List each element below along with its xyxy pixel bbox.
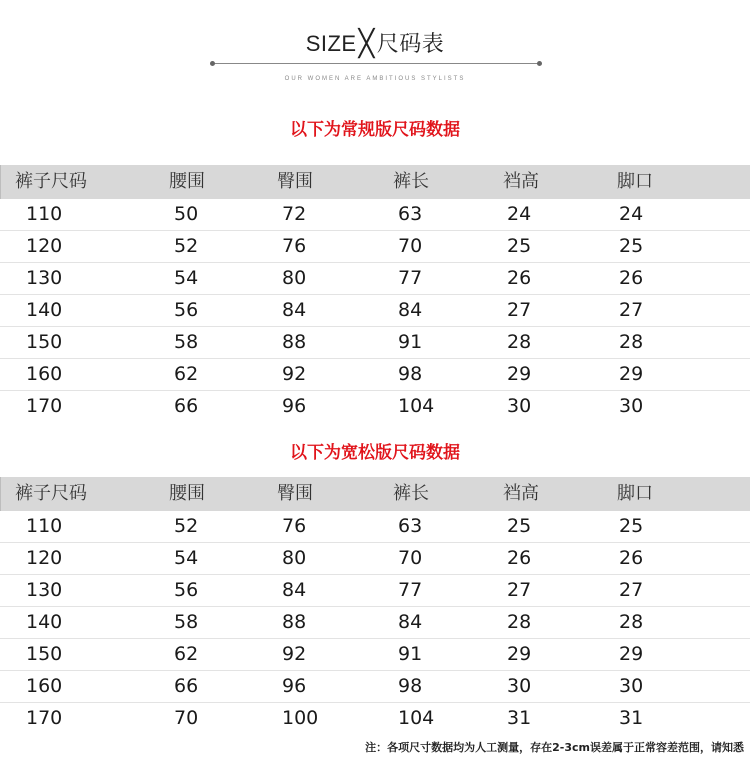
table-cell: 80 (282, 267, 307, 289)
table-cell: 26 (619, 547, 644, 569)
table-cell: 29 (507, 643, 532, 665)
table-row (0, 607, 750, 639)
table-cell: 27 (507, 579, 532, 601)
table-cell: 84 (398, 611, 423, 633)
table-cell: 84 (282, 299, 307, 321)
table-row (0, 575, 750, 607)
table-cell: 58 (174, 331, 199, 353)
table-cell: 58 (174, 611, 199, 633)
table-cell: 25 (507, 515, 532, 537)
table-row (0, 511, 750, 543)
header-cell-length: 裤长 (393, 171, 429, 192)
table-row (0, 671, 750, 703)
table-row (0, 639, 750, 671)
table-header (0, 165, 750, 199)
table-cell: 70 (398, 235, 423, 257)
table-cell: 98 (398, 363, 423, 385)
table-cell: 104 (398, 395, 435, 417)
table-cell: 91 (398, 643, 423, 665)
table-row (0, 543, 750, 575)
table-header (0, 477, 750, 511)
header-cell-length: 裤长 (393, 483, 429, 504)
table-cell: 52 (174, 235, 199, 257)
table-row (0, 327, 750, 359)
table-cell: 26 (507, 547, 532, 569)
table-cell: 76 (282, 515, 307, 537)
table-cell: 62 (174, 363, 199, 385)
table-cell: 130 (26, 579, 63, 601)
table-cell: 77 (398, 267, 423, 289)
table-cell: 66 (174, 675, 199, 697)
table-cell: 76 (282, 235, 307, 257)
table-cell: 140 (26, 611, 63, 633)
table-cell: 84 (282, 579, 307, 601)
table-cell: 27 (619, 299, 644, 321)
table-cell: 28 (619, 611, 644, 633)
header-cell-size: 裤子尺码 (15, 171, 87, 192)
header-cell-hip: 臀围 (277, 171, 313, 192)
regular-heading: 以下为常规版尺码数据 (290, 120, 460, 140)
table-cell: 104 (398, 707, 435, 729)
table-cell: 72 (282, 203, 307, 225)
table-cell: 30 (619, 395, 644, 417)
table-cell: 29 (507, 363, 532, 385)
loose-heading: 以下为宽松版尺码数据 (290, 443, 460, 463)
table-cell: 91 (398, 331, 423, 353)
table-cell: 54 (174, 547, 199, 569)
table-cell: 29 (619, 643, 644, 665)
table-row (0, 263, 750, 295)
table-cell: 110 (26, 515, 63, 537)
table-cell: 120 (26, 235, 63, 257)
table-cell: 170 (26, 395, 63, 417)
table-cell: 25 (619, 235, 644, 257)
table-cell: 30 (619, 675, 644, 697)
table-cell: 29 (619, 363, 644, 385)
table-cell: 88 (282, 611, 307, 633)
table-row (0, 295, 750, 327)
table-cell: 77 (398, 579, 423, 601)
table-cell: 24 (507, 203, 532, 225)
table-body (0, 199, 750, 422)
title-latin: SIZE (305, 31, 357, 56)
table-cell: 26 (619, 267, 644, 289)
header-cell-rise: 裆高 (503, 483, 539, 504)
table-row (0, 391, 750, 422)
title-chinese: 尺码表 (376, 32, 445, 57)
table-cell: 28 (619, 331, 644, 353)
table-cell: 28 (507, 611, 532, 633)
table-cell: 63 (398, 515, 423, 537)
table-cell: 140 (26, 299, 63, 321)
table-cell: 120 (26, 547, 63, 569)
table-cell: 70 (398, 547, 423, 569)
table-cell: 160 (26, 363, 63, 385)
table-cell: 62 (174, 643, 199, 665)
header-cell-hem: 脚口 (617, 483, 653, 504)
table-cell: 92 (282, 363, 307, 385)
table-body (0, 511, 750, 734)
table-cell: 28 (507, 331, 532, 353)
loose-size-table (0, 477, 750, 734)
table-cell: 100 (282, 707, 319, 729)
table-cell: 96 (282, 675, 307, 697)
table-cell: 27 (619, 579, 644, 601)
table-row (0, 231, 750, 263)
table-cell: 150 (26, 643, 63, 665)
table-cell: 88 (282, 331, 307, 353)
header-cell-size: 裤子尺码 (15, 483, 87, 504)
table-row (0, 703, 750, 734)
header-cell-waist: 腰围 (169, 483, 205, 504)
table-cell: 80 (282, 547, 307, 569)
table-row (0, 359, 750, 391)
table-cell: 24 (619, 203, 644, 225)
table-cell: 160 (26, 675, 63, 697)
table-cell: 70 (174, 707, 199, 729)
table-row (0, 199, 750, 231)
table-cell: 27 (507, 299, 532, 321)
header-cell-waist: 腰围 (169, 171, 205, 192)
table-cell: 52 (174, 515, 199, 537)
table-cell: 170 (26, 707, 63, 729)
table-cell: 25 (507, 235, 532, 257)
table-cell: 56 (174, 299, 199, 321)
table-cell: 30 (507, 675, 532, 697)
table-cell: 92 (282, 643, 307, 665)
table-cell: 110 (26, 203, 63, 225)
regular-size-table (0, 165, 750, 422)
title-divider (212, 63, 540, 64)
table-cell: 31 (619, 707, 644, 729)
table-cell: 50 (174, 203, 199, 225)
header-cell-hem: 脚口 (617, 171, 653, 192)
table-cell: 84 (398, 299, 423, 321)
table-cell: 66 (174, 395, 199, 417)
table-cell: 130 (26, 267, 63, 289)
table-cell: 54 (174, 267, 199, 289)
table-cell: 31 (507, 707, 532, 729)
page-title (0, 27, 750, 58)
table-cell: 56 (174, 579, 199, 601)
cross-icon: ╳ (358, 29, 375, 59)
measurement-note: 注：各项尺寸数据均为人工测量，存在2-3cm误差属于正常容差范围，请知悉 (365, 741, 744, 754)
header-cell-rise: 裆高 (503, 171, 539, 192)
table-cell: 30 (507, 395, 532, 417)
table-cell: 26 (507, 267, 532, 289)
header-cell-hip: 臀围 (277, 483, 313, 504)
table-cell: 25 (619, 515, 644, 537)
table-cell: 98 (398, 675, 423, 697)
tagline: OUR WOMEN ARE AMBITIOUS STYLISTS (284, 76, 466, 82)
table-cell: 63 (398, 203, 423, 225)
table-cell: 150 (26, 331, 63, 353)
table-cell: 96 (282, 395, 307, 417)
